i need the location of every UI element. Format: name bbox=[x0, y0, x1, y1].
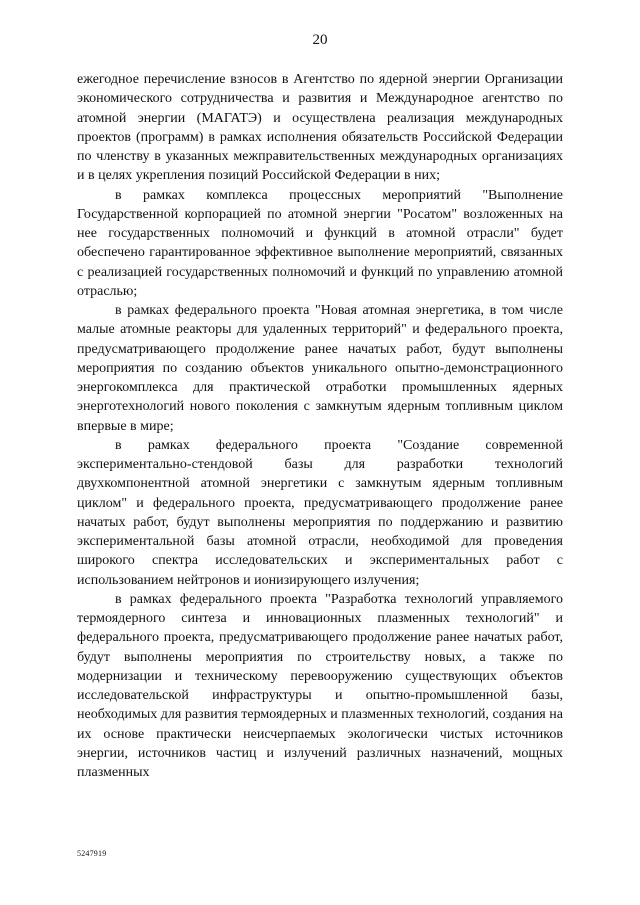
document-body bbox=[77, 70, 563, 782]
paragraph-new-nuclear-energy: в рамках федерального проекта "Новая атомная энергетика, в том числе малые атомные реакторы для удаленных территорий" и федерального проекта, предусматривающего продолжение ранее начатых работ, будут выполнены мероприятия по созданию объектов уникального опытно-демонстрационного энергокомплекса для практической отработки промышленных ядерных энерготехнологий нового поколения с замкнутым ядерным топливным циклом впервые в мире; bbox=[77, 303, 563, 434]
paragraph-rosatom-functions: в рамках комплекса процессных мероприятий "Выполнение Государственной корпорацией по атомной энергии "Росатом" возложенных на нее государственных полномочий и функций в атомной отрасли" будет обеспечено гарантированное эффективное выполнение мероприятий, связанных с реализацией государственных полномочий и функций по управлению атомной отраслью; bbox=[77, 187, 563, 299]
paragraph-fusion-technologies: в рамках федерального проекта "Разработка технологий управляемого термоядерного синтеза и инновационных плазменных технологий" и федерального проекта, предусматривающего продолжение ранее начатых работ, будут выполнены мероприятия по строительству новых, а также по модернизации и техническому перевооружению существующих объектов исследовательской инфраструктуры и опытно-промышленной базы, необходимых для развития термоядерных и плазменных технологий, создания на их основе практически неисчерпаемых экологически чистых источников энергии, источников частиц и излучений различных назначений, мощных плазменных bbox=[77, 591, 563, 780]
paragraph-continuation: ежегодное перечисление взносов в Агентство по ядерной энергии Организации экономического сотрудничества и развития и Международное агентство по атомной энергии (МАГАТЭ) и осуществлена реализация международных проектов (программ) в рамках исполнения обязательств Российской Федерации по членству в указанных межправительственных международных организациях и в целях укрепления позиций Российской Федерации в них; bbox=[77, 72, 563, 184]
paragraph-experimental-base: в рамках федерального проекта "Создание современной экспериментально-стендовой базы для разработки технологий двухкомпонентной атомной энергетики с замкнутым ядерным топливным циклом" и федерального проекта, предусматривающего продолжение ранее начатых работ, будут выполнены мероприятия по поддержанию и развитию экспериментальной базы атомной отрасли, необходимой для проведения широкого спектра исследовательских и экспериментальных работ с использованием нейтронов и ионизирующего излучения; bbox=[77, 437, 563, 588]
page-number: 20 bbox=[312, 32, 328, 48]
document-code: 5247919 bbox=[77, 849, 107, 858]
